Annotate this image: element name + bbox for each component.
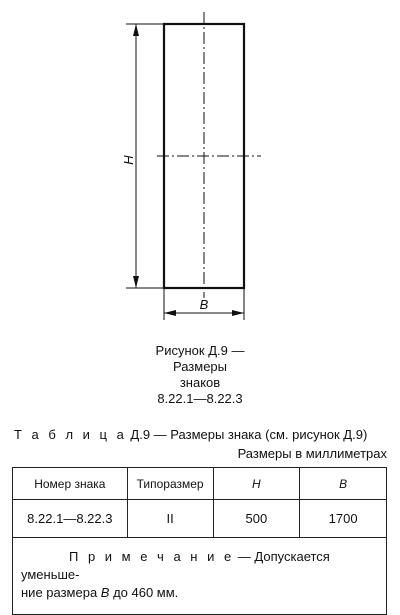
- table-row: [13, 500, 387, 538]
- sizes-table: [12, 467, 387, 615]
- caption-line-4: 8.22.1—8.22.3: [157, 391, 243, 406]
- header-size-type: Типоразмер: [127, 468, 213, 500]
- note-var: B: [100, 585, 110, 600]
- figure-caption: [100, 343, 300, 407]
- header-sign-number: Номер знака: [13, 468, 128, 500]
- note-text-c: до 460 мм.: [109, 585, 179, 600]
- note-text-b: ние размера: [21, 585, 101, 600]
- width-arrow-left: [164, 310, 176, 316]
- note-label: П р и м е ч а н и е: [69, 549, 235, 564]
- table-header-row: [13, 468, 387, 500]
- header-h: H: [213, 468, 300, 500]
- table-title-prefix: Т а б л и ц а: [14, 427, 127, 442]
- width-arrow-right: [232, 310, 244, 316]
- table-title-rest: Д.9 — Размеры знака (см. рисунок Д.9): [126, 427, 368, 442]
- note-text-a: — Допускается уменьше-: [21, 549, 330, 582]
- cell-size-type: II: [127, 500, 213, 538]
- cell-b: 1700: [300, 500, 387, 538]
- units-note: Размеры в миллиметрах: [237, 446, 387, 461]
- table-title: [14, 427, 394, 442]
- caption-line-3: знаков: [179, 375, 221, 390]
- width-label: B: [199, 297, 209, 312]
- table-note-row: [13, 538, 387, 615]
- table-note: [13, 538, 387, 615]
- height-arrow-top: [133, 24, 139, 36]
- height-label: H: [121, 155, 136, 165]
- caption-line-2: Размеры: [172, 359, 228, 374]
- caption-line-1: Рисунок Д.9 —: [155, 343, 245, 358]
- header-b: B: [300, 468, 387, 500]
- height-arrow-bottom: [133, 276, 139, 288]
- cell-sign-number: 8.22.1—8.22.3: [13, 500, 128, 538]
- cell-h: 500: [213, 500, 300, 538]
